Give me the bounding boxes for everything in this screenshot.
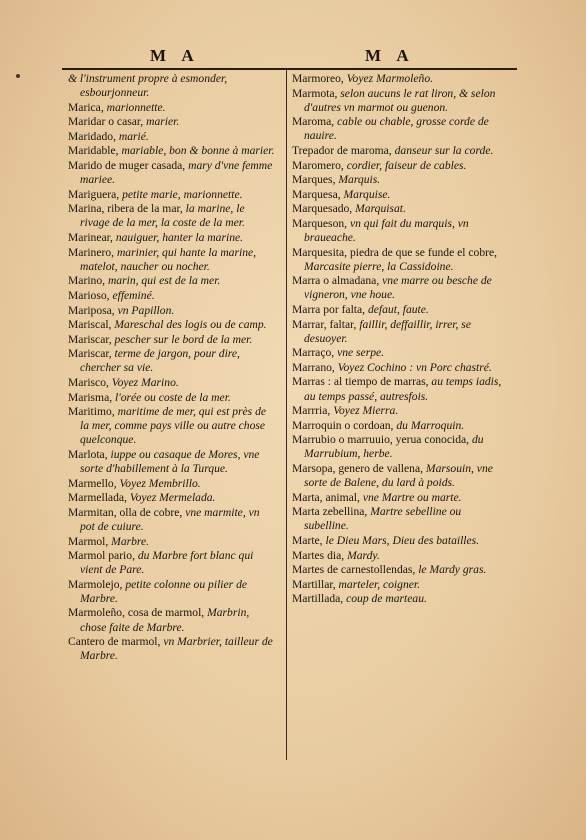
entry-headword: Marqueson, bbox=[292, 216, 350, 230]
entry-translation: selon aucuns le rat liron, & selon d'autres vn marmot ou guenon. bbox=[304, 86, 496, 114]
entry-headword: Marrano, bbox=[292, 360, 338, 374]
entry-headword: Marmoleño, cosa de marmol, bbox=[68, 606, 208, 620]
entry-headword: Marinear, bbox=[68, 231, 116, 245]
entry-headword: Marmitan, olla de cobre, bbox=[68, 505, 186, 519]
entry-translation: le Dieu Mars, Dieu des batailles. bbox=[325, 534, 480, 547]
dictionary-entry bbox=[292, 115, 502, 143]
entry-headword: Marte, bbox=[292, 534, 326, 547]
dictionary-entry bbox=[292, 549, 502, 563]
running-header-right: M A bbox=[365, 46, 415, 65]
dictionary-entry bbox=[292, 303, 502, 317]
entry-translation: vne marre ou besche de vigneron, vne houe. bbox=[304, 274, 492, 302]
entry-headword: Marmolejo, bbox=[68, 577, 126, 591]
entry-translation: marionnette. bbox=[106, 100, 166, 114]
entry-headword: Marmol, bbox=[68, 534, 112, 548]
entry-headword: Marraço, bbox=[292, 346, 338, 360]
entry-translation: danseur sur la corde. bbox=[394, 143, 494, 157]
dictionary-entry bbox=[68, 274, 276, 288]
dictionary-entry bbox=[68, 231, 276, 245]
entry-headword: Marquesado, bbox=[292, 202, 356, 216]
dictionary-entry bbox=[68, 130, 276, 144]
dictionary-entry bbox=[68, 318, 276, 332]
dictionary-entry bbox=[292, 202, 502, 216]
entry-translation: coup de marteau. bbox=[346, 592, 427, 606]
dictionary-entry bbox=[68, 72, 276, 100]
dictionary-entry bbox=[68, 202, 276, 230]
entry-translation: nauiguer, hanter la marine. bbox=[115, 231, 244, 245]
dictionary-entry bbox=[292, 592, 502, 606]
dictionary-entry bbox=[292, 159, 502, 173]
entry-translation: vne Martre ou marte. bbox=[362, 490, 462, 504]
dictionary-entry bbox=[292, 274, 502, 302]
entry-translation: defaut, faute. bbox=[367, 303, 429, 316]
entry-headword: Marlota, bbox=[68, 447, 111, 461]
entry-headword: Marrria, bbox=[292, 404, 334, 418]
entry-translation: Voyez Marmoleño. bbox=[346, 72, 434, 85]
entry-headword: Marsopa, genero de vallena, bbox=[292, 462, 426, 476]
entry-translation: Marquis. bbox=[338, 173, 381, 187]
entry-translation: l'orée ou coste de la mer. bbox=[115, 390, 231, 404]
entry-headword: Marmol pario, bbox=[68, 549, 138, 563]
dictionary-entry bbox=[68, 405, 276, 447]
dictionary-entry bbox=[292, 375, 502, 403]
dictionary-entry bbox=[68, 549, 276, 577]
entry-translation: pescher sur le bord de la mer. bbox=[114, 332, 253, 346]
entry-translation: Voyez Cochino : vn Porc chastré. bbox=[337, 360, 492, 374]
entry-headword: Marrar, faltar, bbox=[292, 317, 360, 331]
dictionary-entry bbox=[68, 188, 276, 202]
entry-headword: Mariposa, bbox=[68, 303, 118, 317]
dictionary-entry bbox=[68, 304, 276, 318]
column-separator bbox=[286, 70, 287, 760]
dictionary-entry bbox=[68, 246, 276, 274]
entry-headword: Maridable, bbox=[68, 144, 122, 158]
entry-translation: marié. bbox=[118, 129, 149, 143]
entry-headword: Marmello, bbox=[68, 476, 120, 490]
entry-translation: du Marbre fort blanc qui vient de Pare. bbox=[80, 549, 254, 577]
dictionary-entry bbox=[68, 376, 276, 390]
entry-translation: marteler, coigner. bbox=[338, 577, 421, 591]
dictionary-entry bbox=[292, 246, 502, 274]
entry-headword: Marina, ribera de la mar, bbox=[68, 202, 186, 216]
dictionary-entry bbox=[68, 578, 276, 606]
entry-translation: Voyez Mermelada. bbox=[129, 491, 216, 505]
dictionary-entry bbox=[68, 491, 276, 505]
left-column bbox=[68, 72, 276, 664]
dictionary-entry bbox=[292, 419, 502, 433]
entry-translation: Marbre. bbox=[111, 534, 150, 548]
entry-headword: Marra por falta, bbox=[292, 303, 368, 316]
entry-translation: mary d'vne femme mariee. bbox=[80, 159, 273, 187]
header-rule bbox=[62, 68, 517, 70]
dictionary-entry bbox=[292, 346, 502, 360]
dictionary-entry bbox=[68, 115, 276, 129]
entry-translation: le Mardy gras. bbox=[418, 563, 487, 577]
dictionary-entry bbox=[68, 391, 276, 405]
entry-headword: Marmota, bbox=[292, 86, 341, 100]
dictionary-entry bbox=[292, 144, 502, 158]
dictionary-entry bbox=[68, 535, 276, 549]
entry-translation: marin, qui est de la mer. bbox=[107, 274, 221, 288]
entry-headword: Marinero, bbox=[68, 245, 117, 259]
entry-headword: Martes de carnestollendas, bbox=[292, 563, 419, 577]
dictionary-entry bbox=[292, 404, 502, 418]
entry-headword: Marras : al tiempo de marras, bbox=[292, 375, 432, 389]
entry-translation: Voyez Mierra. bbox=[333, 404, 399, 418]
entry-headword: Marques, bbox=[292, 173, 339, 187]
dictionary-entry bbox=[68, 606, 276, 634]
entry-headword: Marra o almadana, bbox=[292, 274, 383, 288]
dictionary-entry bbox=[292, 505, 502, 533]
entry-headword: Mariscal, bbox=[68, 318, 115, 332]
entry-headword: Mariguera, bbox=[68, 187, 123, 201]
entry-headword: Marino, bbox=[68, 274, 108, 288]
entry-translation: marier. bbox=[146, 115, 180, 129]
entry-headword: Marta, animal, bbox=[292, 490, 363, 504]
dictionary-entry bbox=[68, 477, 276, 491]
entry-translation: Marbrin, chose faite de Marbre. bbox=[80, 606, 250, 634]
dictionary-entry bbox=[292, 578, 502, 592]
entry-headword: Trepador de maroma, bbox=[292, 143, 395, 157]
entry-translation: petite colonne ou pilier de Marbre. bbox=[80, 577, 248, 605]
dictionary-entry bbox=[68, 347, 276, 375]
entry-translation: Marcasite pierre, la Cassidoine. bbox=[304, 259, 454, 273]
entry-headword: Martillar, bbox=[292, 577, 339, 591]
entry-translation: Mardy. bbox=[347, 548, 380, 562]
entry-headword: Marrubio o marruuio, yerua conocida, bbox=[292, 433, 472, 447]
dictionary-entry bbox=[68, 289, 276, 303]
dictionary-entry bbox=[292, 72, 502, 86]
entry-translation: Martre sebelline ou subelline. bbox=[304, 505, 462, 533]
dictionary-entry bbox=[292, 217, 502, 245]
entry-translation: Voyez Membrillo. bbox=[119, 476, 201, 490]
entry-translation: vn qui fait du marquis, vn braueache. bbox=[304, 216, 469, 245]
entry-headword: Maritimo, bbox=[68, 405, 118, 419]
entry-translation: du Marrubium, herbe. bbox=[304, 433, 484, 461]
dictionary-entry bbox=[68, 635, 276, 663]
entry-translation: cordier, faiseur de cables. bbox=[346, 158, 467, 172]
entry-translation: Voyez Marino. bbox=[111, 375, 179, 389]
dictionary-entry bbox=[292, 563, 502, 577]
entry-translation: petite marie, marionnette. bbox=[122, 187, 243, 201]
entry-headword: Cantero de marmol, bbox=[68, 635, 164, 649]
entry-headword: Maromero, bbox=[292, 158, 347, 172]
entry-headword: Martillada, bbox=[292, 592, 347, 606]
dictionary-entry bbox=[292, 462, 502, 490]
entry-headword: Maridar o casar, bbox=[68, 115, 147, 129]
entry-translation: Marquisat. bbox=[355, 202, 406, 216]
entry-headword: Marisco, bbox=[68, 375, 112, 389]
running-header-left: M A bbox=[150, 46, 200, 65]
entry-translation: maritime de mer, qui est près de la mer, comme pays ville ou autre chose quelconque. bbox=[80, 405, 267, 447]
entry-headword: Marquesita, piedra de que se funde el cobre, bbox=[292, 245, 498, 259]
entry-headword: Marmellada, bbox=[68, 491, 130, 505]
entry-translation: iuppe ou casaque de Mores, vne sorte d'habillement à la Turque. bbox=[80, 447, 260, 476]
dictionary-entry bbox=[292, 87, 502, 115]
entry-headword: Martes dia, bbox=[292, 548, 348, 562]
dictionary-entry bbox=[292, 491, 502, 505]
entry-headword: Marido de muger casada, bbox=[68, 159, 189, 173]
entry-translation: faillir, deffaillir, irrer, se desuoyer. bbox=[304, 317, 471, 345]
entry-translation: effeminé. bbox=[112, 288, 155, 302]
entry-headword: Marmoreo, bbox=[292, 72, 347, 85]
dictionary-entry bbox=[68, 101, 276, 115]
dictionary-entry bbox=[68, 159, 276, 187]
entry-translation: au temps iadis, au temps passé, autresfois. bbox=[304, 375, 502, 403]
entry-translation: vne serpe. bbox=[337, 346, 385, 360]
entry-headword: Mariscar, bbox=[68, 332, 115, 346]
dictionary-entry bbox=[68, 448, 276, 476]
dictionary-entry bbox=[292, 534, 502, 548]
dictionary-entry bbox=[292, 318, 502, 346]
dictionary-entry bbox=[292, 361, 502, 375]
dictionary-entry bbox=[68, 144, 276, 158]
entry-translation: cable ou chable, grosse corde de nauire. bbox=[304, 115, 489, 143]
entry-translation: terme de jargon, pour dire, chercher sa vie. bbox=[80, 347, 240, 375]
entry-translation: Marsouin, vne sorte de Balene, du lard à poids. bbox=[304, 462, 493, 490]
entry-headword: Marica, bbox=[68, 100, 107, 114]
entry-headword: Marioso, bbox=[68, 288, 113, 302]
entry-translation: vn Marbrier, tailleur de Marbre. bbox=[80, 635, 273, 663]
entry-translation: vne marmite, vn pot de cuiure. bbox=[80, 505, 260, 533]
dictionary-entry bbox=[292, 433, 502, 461]
entry-translation: la marine, le rivage de la mer, la coste de la mer. bbox=[80, 202, 245, 230]
entry-headword: Marisma, bbox=[68, 390, 116, 404]
entry-translation: & l'instrument propre à esmonder, esbourjonneur. bbox=[68, 72, 228, 100]
entry-headword: Maroma, bbox=[292, 115, 338, 129]
entry-translation: marinier, qui hante la marine, matelot, naucher ou nocher. bbox=[80, 245, 257, 273]
entry-translation: vn Papillon. bbox=[117, 303, 175, 317]
dictionary-entry bbox=[68, 506, 276, 534]
entry-headword: Maridado, bbox=[68, 129, 119, 143]
entry-translation: mariable, bon & bonne à marier. bbox=[121, 144, 275, 158]
entry-headword: Marta zebellina, bbox=[292, 505, 371, 519]
page-speck bbox=[16, 74, 20, 78]
right-column bbox=[292, 72, 502, 607]
entry-translation: Mareschal des logis ou de camp. bbox=[114, 318, 267, 332]
dictionary-entry bbox=[292, 188, 502, 202]
entry-headword: Marroquin o cordoan, bbox=[292, 418, 397, 432]
entry-translation: Marquise. bbox=[343, 187, 391, 201]
entry-translation: du Marroquin. bbox=[396, 418, 465, 432]
entry-headword: Marquesa, bbox=[292, 187, 344, 201]
dictionary-entry bbox=[68, 333, 276, 347]
dictionary-entry bbox=[292, 173, 502, 187]
entry-headword: Mariscar, bbox=[68, 347, 115, 361]
